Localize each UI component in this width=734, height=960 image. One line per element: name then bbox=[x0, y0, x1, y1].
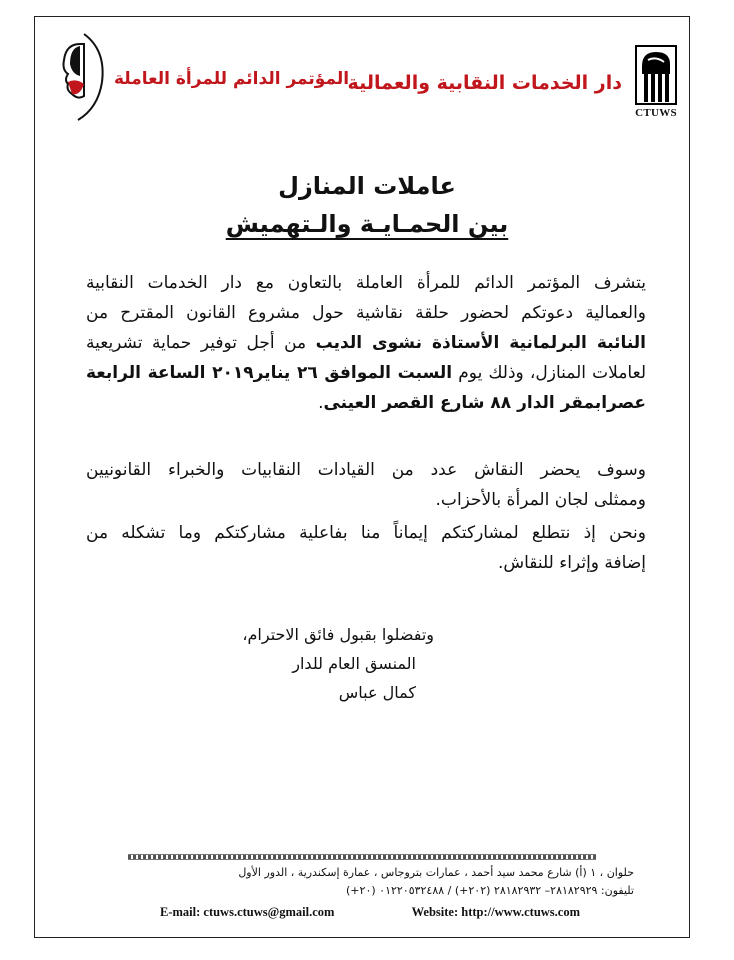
p1-line-1: يتشرف المؤتمر الدائم للمرأة العاملة بالتعاون مع دار الخدمات النقابية bbox=[86, 273, 646, 293]
header-right bbox=[348, 44, 680, 122]
event-location: عصرابمقر الدار ٨٨ شارع القصر العينى bbox=[323, 393, 646, 413]
document-title: عاملات المنازل bbox=[278, 172, 456, 200]
closing-signature bbox=[242, 620, 434, 707]
closing-regards: وتفضلوا بقبول فائق الاحترام، bbox=[242, 625, 434, 644]
signer-title: المنسق العام للدار bbox=[292, 654, 416, 673]
footer-phone: تليفون: ٢٨١٨٢٩٢٩– ٢٨١٨٢٩٣٢ (٢٠٢+) / ٠١٢٢٠٥٣٢٤٨٨ (٢٠+) bbox=[346, 884, 634, 897]
p2-line-2: وممثلى لجان المرأة بالأحزاب. bbox=[435, 490, 646, 510]
woman-profile-icon bbox=[44, 30, 110, 122]
footer-website: Website: http://www.ctuws.com bbox=[411, 905, 580, 919]
ctuws-logo bbox=[632, 44, 680, 122]
header-left bbox=[44, 30, 349, 122]
logo-caption: CTUWS bbox=[635, 107, 677, 119]
footer-email: E-mail: ctuws.ctuws@gmail.com bbox=[160, 905, 335, 919]
event-date-time: السبت الموافق ٢٦ يناير٢٠١٩ الساعة الرابعة bbox=[86, 363, 453, 383]
p1-line-3 bbox=[86, 328, 646, 358]
p1-line-3-rest: من أجل توفير حماية تشريعية bbox=[86, 333, 316, 353]
paragraph-invitation bbox=[86, 268, 646, 418]
paragraph-attendees bbox=[86, 455, 646, 515]
p1-line-5-end: . bbox=[318, 393, 324, 413]
document-subtitle bbox=[0, 210, 734, 238]
footer-contact bbox=[160, 905, 580, 920]
subtitle-text: بين الحمـايـة والـتهميش bbox=[225, 210, 509, 238]
p2-line-1: وسوف يحضر النقاش عدد من القيادات النقابيات والخبراء القانونيين bbox=[86, 460, 646, 480]
p1-line-2: والعمالية دعوتكم لحضور حلقة نقاشية حول مشروع القانون المقترح من bbox=[86, 303, 646, 323]
p1-line-4 bbox=[86, 358, 646, 388]
p3-line-1: ونحن إذ نتطلع لمشاركتكم إيماناً منا بفاعلية مشاركتكم وما تشكله من bbox=[86, 523, 646, 543]
paragraph-participation bbox=[86, 518, 646, 578]
org-name-left: المؤتمر الدائم للمرأة العاملة bbox=[114, 69, 350, 89]
footer-address: حلوان ، ١ (أ) شارع محمد سيد أحمد ، عمارات بتروجاس ، عمارة إسكندرية ، الدور الأول bbox=[238, 866, 634, 879]
org-name-right: دار الخدمات النقابية والعمالية bbox=[347, 72, 622, 94]
p3-line-2: إضافة وإثراء للنقاش. bbox=[497, 553, 646, 573]
p1-line-5 bbox=[86, 388, 646, 418]
mp-name: النائبة البرلمانية الأستاذة نشوى الديب bbox=[315, 333, 646, 353]
fist-icon bbox=[634, 44, 678, 106]
p1-line-4-start: لعاملات المنازل، وذلك يوم bbox=[452, 363, 646, 383]
footer-divider bbox=[128, 854, 596, 860]
signer-name: كمال عباس bbox=[338, 683, 416, 702]
